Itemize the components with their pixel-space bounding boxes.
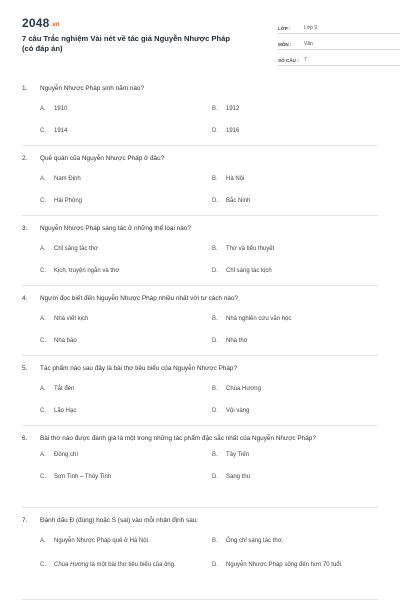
question-4	[22, 286, 378, 356]
option-letter: D.	[212, 562, 218, 568]
option-text: Tắt đèn	[54, 386, 75, 392]
option-a[interactable]	[40, 451, 212, 459]
page-title: 7 câu Trắc nghiệm Vài nét về tác giả Nguyễn Nhược Pháp (có đáp án)	[22, 34, 230, 53]
option-a[interactable]	[40, 245, 212, 253]
option-text: Hà Nội	[226, 176, 245, 182]
option-b[interactable]	[212, 105, 384, 113]
option-letter: C.	[40, 408, 46, 414]
option-b[interactable]	[212, 385, 384, 393]
option-a[interactable]	[40, 175, 212, 183]
options-grid	[40, 537, 378, 569]
option-letter: C.	[40, 338, 46, 344]
option-text: Tây Tiến	[226, 452, 250, 458]
option-letter: B.	[212, 316, 218, 322]
option-letter: D.	[212, 198, 218, 204]
option-b[interactable]	[212, 537, 384, 545]
option-d[interactable]	[212, 197, 384, 205]
question-line	[22, 364, 378, 373]
question-number: 3.	[22, 225, 28, 232]
option-a[interactable]	[40, 105, 212, 113]
question-line	[22, 224, 378, 233]
question-1	[22, 76, 378, 146]
option-b[interactable]	[212, 451, 384, 459]
option-b[interactable]	[212, 175, 384, 183]
question-line	[22, 154, 378, 163]
question-number: 2.	[22, 155, 28, 162]
option-d[interactable]	[212, 267, 384, 275]
option-d[interactable]	[212, 561, 384, 569]
option-letter: A.	[40, 246, 46, 252]
option-d[interactable]	[212, 337, 384, 345]
option-letter: C.	[40, 474, 46, 480]
question-text: Nguyễn Nhược Pháp sáng tác ở những thể loại nào?	[40, 225, 191, 232]
meta-value: 7	[304, 57, 307, 63]
option-text: Đồng chí	[54, 452, 79, 458]
option-d[interactable]	[212, 473, 384, 481]
question-text: Nguyễn Nhược Pháp sinh năm nào?	[40, 85, 145, 92]
question-7	[22, 508, 378, 600]
question-line	[22, 434, 378, 443]
meta-label: MÔN :	[278, 42, 292, 47]
option-a[interactable]	[40, 315, 212, 323]
option-text: Lão Hạc	[54, 408, 77, 414]
question-line	[22, 84, 378, 93]
option-text: Nam Định	[54, 176, 81, 182]
options-grid	[40, 105, 378, 135]
question-text: Bài thơ nào được đánh giá là một trong những tác phẩm đặc sắc nhất của Nguyễn Nhược Pháp?	[40, 435, 316, 442]
option-letter: B.	[212, 246, 218, 252]
logo-tld: .vn	[50, 22, 60, 28]
option-text: Nhà thơ	[226, 338, 248, 344]
option-c[interactable]	[40, 473, 212, 481]
question-number: 5.	[22, 365, 28, 372]
meta-value: Văn	[304, 41, 313, 47]
option-text: Vội vàng	[226, 408, 250, 414]
option-letter: D.	[212, 268, 218, 274]
meta-row-class	[278, 18, 400, 34]
option-letter: D.	[212, 338, 218, 344]
logo-main: 2048	[22, 16, 50, 30]
option-letter: B.	[212, 538, 218, 544]
option-text: Nhà viết kịch	[54, 316, 89, 322]
question-text: Đánh dấu Đ (đúng) hoặc S (sai) vào mỗi nhận định sau:	[40, 517, 199, 524]
option-text: Nhà báo	[54, 338, 77, 344]
question-text: Tác phẩm nào sau đây là bài thơ tiêu biểu của Nguyễn Nhược Pháp?	[40, 365, 238, 372]
option-text: Nguyễn Nhược Pháp sống đến hơn 70 tuổi.	[226, 562, 343, 568]
option-text: Ông chỉ sáng tác thơ.	[226, 538, 284, 544]
option-letter: A.	[40, 106, 46, 112]
option-text: Kịch, truyện ngắn và thơ	[54, 268, 120, 274]
option-text: Sơn Tinh – Thủy Tinh	[54, 474, 112, 480]
option-c[interactable]	[40, 407, 212, 415]
option-text: Chỉ sáng tác kịch	[226, 268, 272, 274]
option-text: 1916	[226, 128, 240, 134]
option-c[interactable]	[40, 337, 212, 345]
options-grid	[40, 385, 378, 415]
option-text: Nguyễn Nhược Pháp quê ở Hà Nội.	[54, 538, 150, 544]
meta-row-count	[278, 50, 400, 66]
option-d[interactable]	[212, 407, 384, 415]
option-letter: C.	[40, 128, 46, 134]
option-text: Bắc Ninh	[226, 198, 251, 204]
option-text: Nhà nghiên cứu văn học	[226, 316, 292, 322]
option-letter: A.	[40, 386, 46, 392]
question-line	[22, 294, 378, 303]
question-2	[22, 146, 378, 216]
question-3	[22, 216, 378, 286]
question-text: Quê quán của Nguyễn Nhược Pháp ở đâu?	[40, 155, 165, 162]
option-c[interactable]	[40, 561, 212, 569]
options-grid	[40, 245, 378, 275]
option-b[interactable]	[212, 315, 384, 323]
question-text: Người đọc biết đến Nguyễn Nhược Pháp nhiều nhất với tư cách nào?	[40, 295, 239, 302]
option-text: Hải Phòng	[54, 198, 83, 204]
option-text-rest: là một bài thơ tiêu biểu của ông.	[88, 562, 176, 568]
option-letter: A.	[40, 452, 46, 458]
option-letter: B.	[212, 386, 218, 392]
meta-row-subject	[278, 34, 400, 50]
options-grid	[40, 315, 378, 345]
question-number: 1.	[22, 85, 28, 92]
option-letter: B.	[212, 106, 218, 112]
question-number: 4.	[22, 295, 28, 302]
meta-label: SỐ CÂU :	[278, 58, 299, 63]
option-letter: A.	[40, 538, 46, 544]
question-5	[22, 356, 378, 426]
option-letter: A.	[40, 176, 46, 182]
option-text: 1914	[54, 128, 68, 134]
option-text: Chùa Hương	[226, 386, 261, 392]
option-c[interactable]	[40, 267, 212, 275]
question-line	[22, 516, 378, 525]
question-number: 7.	[22, 517, 28, 524]
option-c[interactable]	[40, 127, 212, 135]
question-6	[22, 426, 378, 508]
option-text-emphasis: Chùa Hương	[54, 562, 89, 568]
option-text: Sang thu	[226, 474, 251, 480]
meta-value: Lớp 9	[304, 25, 318, 31]
options-grid	[40, 451, 378, 481]
option-letter: C.	[40, 562, 46, 568]
option-letter: D.	[212, 474, 218, 480]
option-letter: A.	[40, 316, 46, 322]
option-letter: B.	[212, 176, 218, 182]
option-text: 1910	[54, 106, 68, 112]
option-text: 1912	[226, 106, 240, 112]
option-letter: D.	[212, 128, 218, 134]
option-b[interactable]	[212, 245, 384, 253]
option-a[interactable]	[40, 385, 212, 393]
option-letter: C.	[40, 268, 46, 274]
options-grid	[40, 175, 378, 205]
option-text: Thơ và tiểu thuyết	[226, 246, 275, 252]
option-letter: C.	[40, 198, 46, 204]
meta-info	[278, 18, 400, 66]
option-c[interactable]	[40, 197, 212, 205]
option-letter: D.	[212, 408, 218, 414]
option-text	[54, 561, 212, 569]
meta-label: LỚP :	[278, 26, 291, 31]
option-letter: B.	[212, 452, 218, 458]
site-logo[interactable]	[22, 16, 60, 30]
question-number: 6.	[22, 435, 28, 442]
option-text: Chỉ sáng tác thơ	[54, 246, 98, 252]
option-a[interactable]	[40, 537, 212, 545]
option-d[interactable]	[212, 127, 384, 135]
